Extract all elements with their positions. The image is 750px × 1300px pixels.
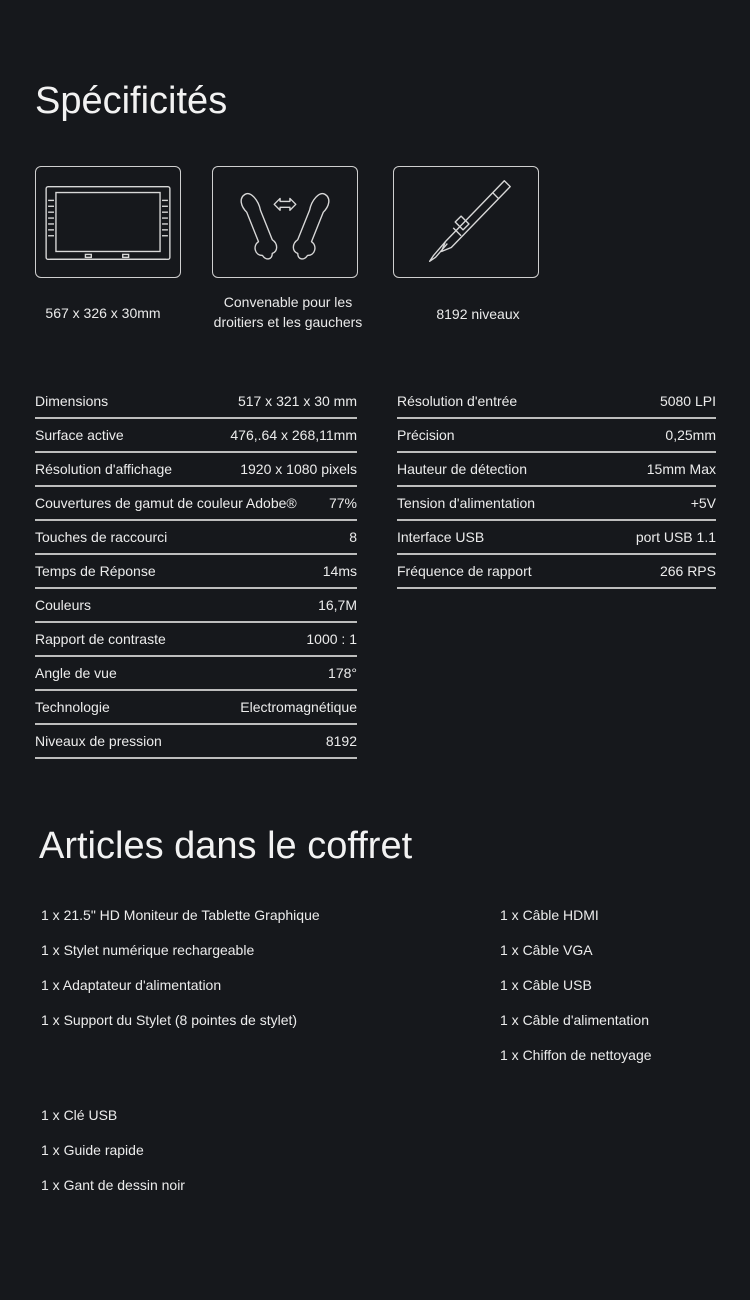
- stylus-icon: [394, 167, 538, 277]
- spec-row: [397, 487, 716, 521]
- spec-label: Temps de Réponse: [35, 563, 156, 579]
- list-item: 1 x Câble VGA: [500, 942, 593, 958]
- feature-card-stylus: [393, 166, 539, 278]
- box-list-main: [41, 906, 320, 1046]
- spec-label: Tension d'alimentation: [397, 495, 536, 511]
- spec-label: Technologie: [35, 699, 110, 715]
- box-list-extras: [41, 1106, 185, 1211]
- spec-row: [397, 521, 716, 555]
- hands-icon: [213, 167, 357, 277]
- spec-value: 14ms: [322, 563, 357, 579]
- spec-table-left: [35, 385, 357, 759]
- list-item: 1 x Chiffon de nettoyage: [500, 1047, 652, 1063]
- spec-value: port USB 1.1: [635, 529, 716, 545]
- list-item: 1 x Câble d'alimentation: [500, 1012, 649, 1028]
- spec-value: 8192: [325, 733, 357, 749]
- list-item: 1 x 21.5" HD Moniteur de Tablette Graphique: [41, 907, 320, 923]
- spec-label: Angle de vue: [35, 665, 117, 681]
- spec-row: [397, 453, 716, 487]
- spec-row: [35, 589, 357, 623]
- spec-row: [35, 487, 357, 521]
- spec-label: Interface USB: [397, 529, 485, 545]
- list-item: 1 x Support du Stylet (8 pointes de stylet): [41, 1012, 298, 1028]
- spec-label: Surface active: [35, 427, 124, 443]
- spec-value: 1000 : 1: [306, 631, 357, 647]
- list-item: 1 x Clé USB: [41, 1107, 118, 1123]
- spec-label: Couleurs: [35, 597, 92, 613]
- spec-row: [35, 521, 357, 555]
- list-item: 1 x Stylet numérique rechargeable: [41, 942, 255, 958]
- spec-value: 8: [349, 529, 357, 545]
- list-item: 1 x Gant de dessin noir: [41, 1177, 185, 1193]
- spec-row: [397, 555, 716, 589]
- spec-value: 16,7M: [318, 597, 357, 613]
- spec-row: [35, 453, 357, 487]
- feature-card-size: [35, 166, 181, 278]
- spec-label: Touches de raccourci: [35, 529, 168, 545]
- spec-value: 476,.64 x 268,11mm: [230, 427, 357, 443]
- spec-value: 77%: [328, 495, 357, 511]
- spec-label: Dimensions: [35, 393, 109, 409]
- spec-label: Résolution d'entrée: [397, 393, 518, 409]
- box-contents-title: Articles dans le coffret: [39, 825, 413, 867]
- spec-label: Rapport de contraste: [35, 631, 166, 647]
- list-item: 1 x Câble HDMI: [500, 907, 599, 923]
- monitor-icon: [36, 167, 180, 277]
- spec-value: Electromagnétique: [240, 699, 357, 715]
- spec-label: Niveaux de pression: [35, 733, 162, 749]
- spec-row: [35, 691, 357, 725]
- spec-value: 178°: [328, 665, 357, 681]
- spec-table-right: [397, 385, 716, 589]
- spec-value: 0,25mm: [665, 427, 716, 443]
- feature-caption-size: 567 x 326 x 30mm: [45, 305, 161, 321]
- spec-label: Résolution d'affichage: [35, 461, 173, 477]
- list-item: 1 x Câble USB: [500, 977, 592, 993]
- spec-row: [397, 385, 716, 419]
- spec-row: [35, 725, 357, 759]
- spec-value: 15mm Max: [646, 461, 716, 477]
- spec-row: [35, 623, 357, 657]
- spec-label: Précision: [397, 427, 455, 443]
- spec-row: [35, 555, 357, 589]
- feature-card-hands: [212, 166, 358, 278]
- spec-value: +5V: [690, 495, 716, 511]
- feature-caption-hands: Convenable pour les droitiers et les gauchers: [213, 294, 363, 330]
- feature-caption-levels: 8192 niveaux: [436, 306, 520, 322]
- spec-row: [35, 419, 357, 453]
- box-list-cables: [500, 906, 652, 1081]
- spec-label: Fréquence de rapport: [397, 563, 532, 579]
- spec-value: 266 RPS: [659, 563, 716, 579]
- spec-label: Couvertures de gamut de couleur Adobe®: [35, 495, 297, 511]
- spec-value: 5080 LPI: [659, 393, 716, 409]
- spec-row: [397, 419, 716, 453]
- list-item: 1 x Adaptateur d'alimentation: [41, 977, 222, 993]
- spec-value: 1920 x 1080 pixels: [240, 461, 357, 477]
- spec-value: 517 x 321 x 30 mm: [237, 393, 357, 409]
- spec-label: Hauteur de détection: [397, 461, 527, 477]
- list-item: 1 x Guide rapide: [41, 1142, 144, 1158]
- spec-row: [35, 657, 357, 691]
- spec-row: [35, 385, 357, 419]
- specs-title: Spécificités: [35, 80, 228, 122]
